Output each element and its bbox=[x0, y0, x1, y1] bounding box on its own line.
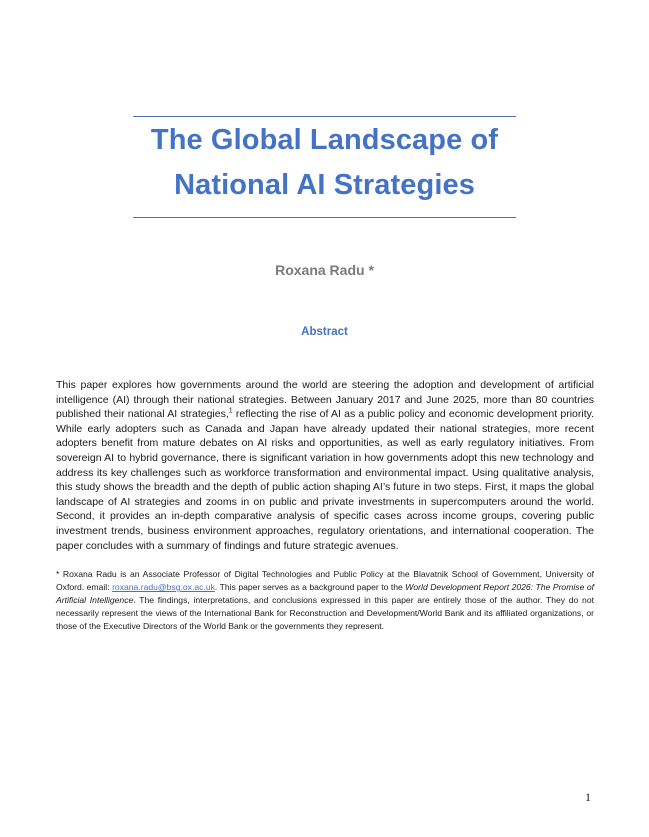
report-title: World Development Report 2026: The Promise of Artificial Intelligence bbox=[56, 582, 594, 605]
page-number: 1 bbox=[585, 790, 591, 804]
footnote-part-1: * Roxana Radu is an Associate Professor of Digital Technologies and Public Policy at the Blavatnik School of Government, University of Oxford. email: bbox=[56, 569, 594, 592]
footnote-reference[interactable]: 1 bbox=[228, 407, 233, 415]
author-footnote bbox=[56, 568, 594, 633]
title-line-2: National AI Strategies bbox=[174, 169, 475, 201]
author-name: Roxana Radu * bbox=[275, 262, 374, 278]
abstract-text bbox=[56, 378, 594, 553]
paper-title bbox=[40, 118, 609, 208]
title-line-1: The Global Landscape of bbox=[150, 124, 499, 156]
email-link[interactable]: roxana.radu@bsg.ox.ac.uk bbox=[112, 582, 215, 592]
title-top-rule bbox=[133, 116, 516, 117]
abstract-part-2: reflecting the rise of AI as a public policy and economic development priority. While early adopters such as Canada and Japan have already updated their national strategies, more recent adopters benefit from mature debates on AI risks and opportunities, as well as early regulatory initiatives. From sovereign AI to hybrid governance, there is significant variation in how governments adopt this new technology and address its key challenges such as workforce transformation and environmental impact. Using qualitative analysis, this study shows the breadth and the depth of public action shaping AI’s future in two steps. First, it maps the global landscape of AI strategies and zooms in on public and private investments in supercomputers around the world. Second, it provides an in-depth comparative analysis of specific cases across income groups, covering public investment trends, business environment approaches, regulatory orientations, and international cooperation. The paper concludes with a summary of findings and future strategic avenues. bbox=[56, 408, 594, 552]
title-bottom-rule bbox=[133, 217, 516, 218]
abstract-part-1: This paper explores how governments around the world are steering the adoption and development of artificial intelligence (AI) through their national strategies. Between January 2017 and June 2025, more than 80 countries published their national AI strategies, bbox=[56, 379, 594, 421]
abstract-heading: Abstract bbox=[301, 326, 348, 338]
footnote-part-3: . The findings, interpretations, and conclusions expressed in this paper are entirely those of the author. They do not necessarily represent the views of the International Bank for Reconstruction and Development/World Bank and its affiliated organizations, or those of the Executive Directors of the World Bank or the governments they represent. bbox=[56, 595, 594, 631]
footnote-part-2: . This paper serves as a background paper to the bbox=[214, 582, 406, 592]
